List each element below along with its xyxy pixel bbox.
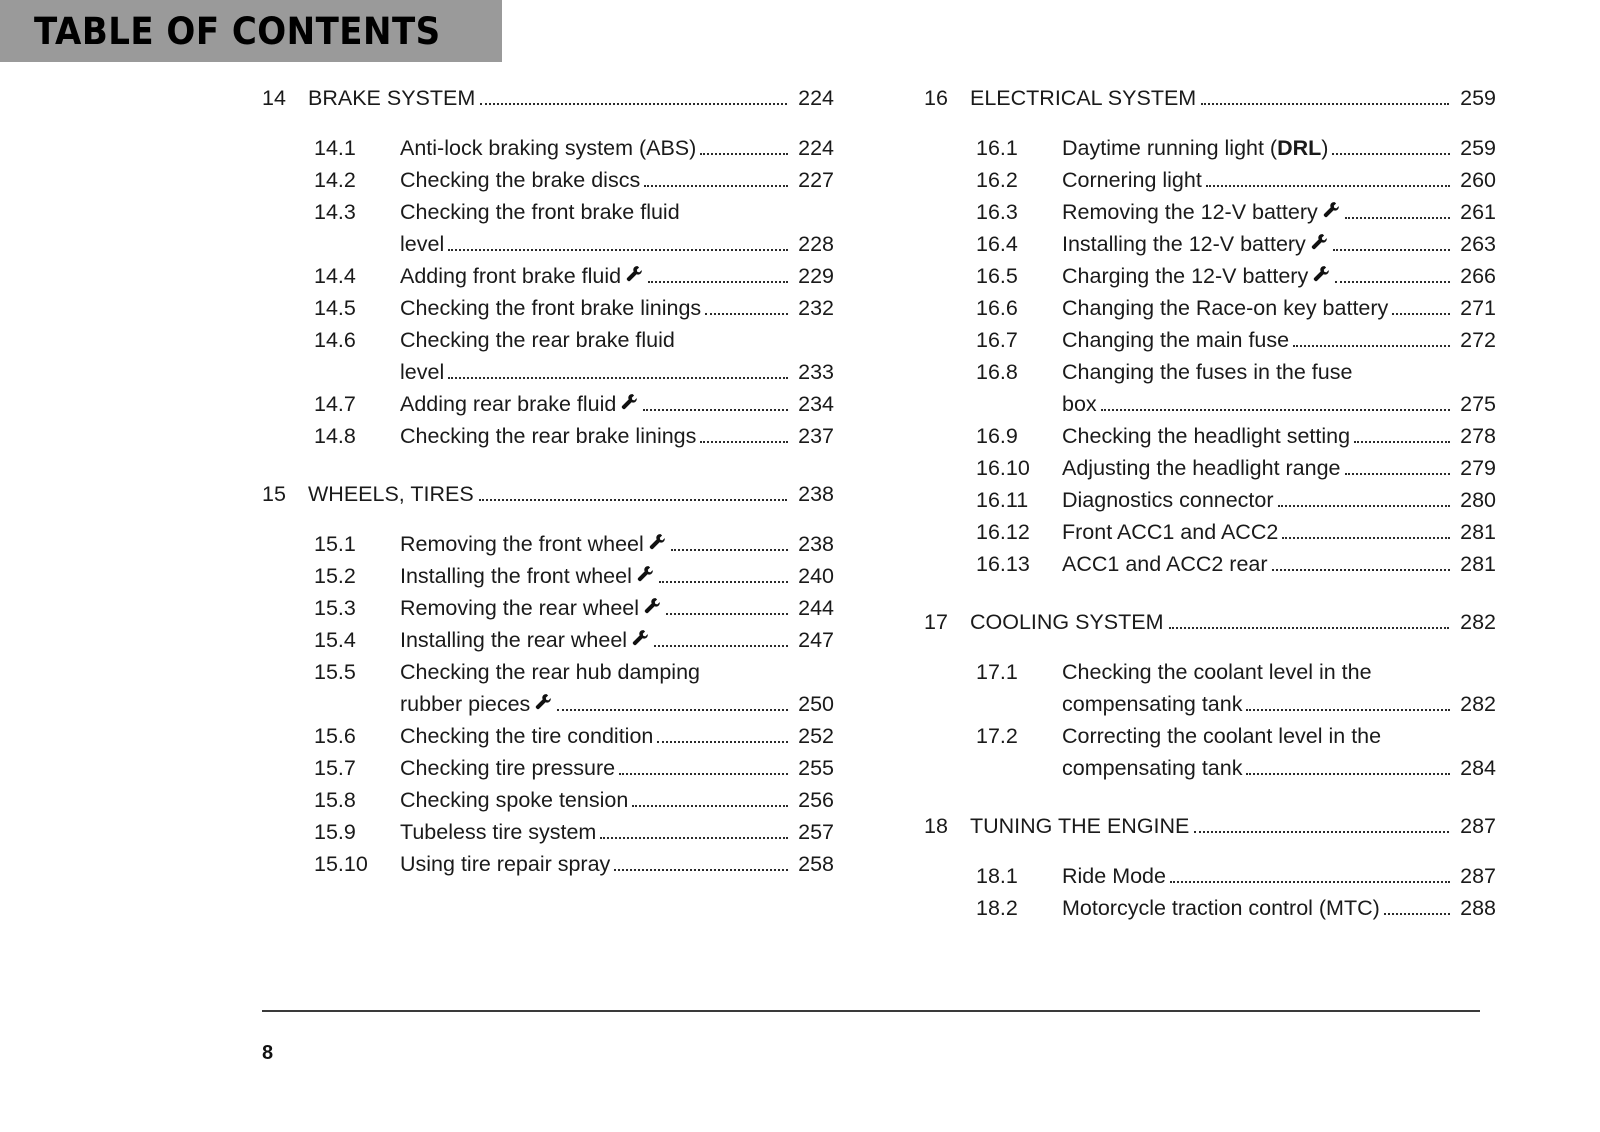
subsection-page-number: 244 bbox=[798, 596, 834, 620]
dot-leader bbox=[1384, 913, 1450, 915]
subsection-number: 16.10 bbox=[976, 456, 1030, 480]
dot-leader bbox=[1333, 249, 1450, 251]
subsection-title: Removing the front wheel bbox=[400, 532, 644, 556]
chapter-number: 16 bbox=[924, 86, 948, 110]
subsection-title: Installing the 12-V battery bbox=[1062, 232, 1306, 256]
page-number: 8 bbox=[262, 1042, 274, 1064]
dot-leader bbox=[644, 185, 788, 187]
chapter-number: 14 bbox=[262, 86, 286, 110]
subsection-title: Checking the coolant level in the bbox=[1062, 660, 1372, 684]
subsection-number: 15.2 bbox=[314, 564, 356, 588]
wrench-icon bbox=[1310, 233, 1328, 251]
subsection-number: 16.13 bbox=[976, 552, 1030, 576]
dot-leader bbox=[1194, 831, 1449, 833]
toc-subsection-continuation[interactable] bbox=[924, 388, 1496, 420]
subsection-label-continued bbox=[400, 688, 792, 720]
subsection-label bbox=[400, 292, 792, 324]
subsection-label bbox=[1062, 292, 1454, 324]
wrench-icon bbox=[1312, 265, 1330, 283]
subsection-label bbox=[1062, 164, 1454, 196]
subsection-number: 14.6 bbox=[314, 328, 356, 352]
subsection-number: 16.4 bbox=[976, 232, 1018, 256]
toc-chapter-entry[interactable] bbox=[262, 478, 834, 510]
subsection-number: 16.11 bbox=[976, 488, 1029, 512]
subsection-page-number: 287 bbox=[1460, 864, 1496, 888]
dot-leader bbox=[1206, 185, 1450, 187]
dot-leader bbox=[671, 549, 788, 551]
subsection-label bbox=[1062, 656, 1496, 688]
subsection-title-continued: level bbox=[400, 360, 445, 384]
subsection-title: Adding rear brake fluid bbox=[400, 392, 617, 416]
subsection-number: 15.9 bbox=[314, 820, 356, 844]
subsection-label bbox=[400, 720, 792, 752]
chapter-label bbox=[970, 810, 1454, 842]
dot-leader bbox=[1101, 409, 1450, 411]
subsection-page-number: 279 bbox=[1460, 456, 1496, 480]
subsection-label bbox=[400, 196, 834, 228]
wrench-icon bbox=[625, 265, 643, 283]
chapter-label bbox=[308, 82, 792, 114]
subsection-title: Checking the headlight setting bbox=[1062, 424, 1351, 448]
subsection-label-continued bbox=[1062, 688, 1454, 720]
subsection-title: Adjusting the headlight range bbox=[1062, 456, 1341, 480]
subsection-label bbox=[1062, 132, 1454, 164]
subsection-title-continued: compensating tank bbox=[1062, 692, 1243, 716]
toc-subsection-entry[interactable] bbox=[262, 132, 834, 164]
subsection-page-number: 271 bbox=[1460, 296, 1496, 320]
subsection-page-number: 278 bbox=[1460, 424, 1496, 448]
dot-leader bbox=[1332, 153, 1450, 155]
toc-columns bbox=[0, 82, 1600, 924]
wrench-icon bbox=[648, 533, 666, 551]
subsection-page-number: 282 bbox=[1460, 692, 1496, 716]
wrench-icon bbox=[631, 629, 649, 647]
subsection-page-number: 255 bbox=[798, 756, 834, 780]
subsection-label bbox=[1062, 356, 1496, 388]
subsection-label bbox=[400, 848, 792, 880]
toc-subsection-entry[interactable] bbox=[924, 132, 1496, 164]
footer-divider bbox=[262, 1010, 1480, 1012]
toc-column-left bbox=[262, 82, 834, 924]
chapter-title: BRAKE SYSTEM bbox=[308, 86, 476, 110]
toc-subsection-entry[interactable] bbox=[262, 816, 834, 848]
toc-subsection-entry[interactable] bbox=[262, 388, 834, 420]
chapter-label bbox=[970, 606, 1454, 638]
dot-leader bbox=[448, 377, 788, 379]
subsection-label bbox=[1062, 720, 1496, 752]
subsection-title-continued: rubber pieces bbox=[400, 692, 531, 716]
subsection-number: 16.12 bbox=[976, 520, 1030, 544]
dot-leader bbox=[700, 153, 788, 155]
chapter-number: 17 bbox=[924, 610, 948, 634]
subsection-number: 14.5 bbox=[314, 296, 356, 320]
dot-leader bbox=[654, 645, 788, 647]
wrench-icon bbox=[636, 565, 654, 583]
subsection-title: Removing the rear wheel bbox=[400, 596, 640, 620]
subsection-page-number: 250 bbox=[798, 692, 834, 716]
subsection-number: 16.9 bbox=[976, 424, 1018, 448]
subsection-title: Checking the front brake fluid bbox=[400, 200, 680, 224]
subsection-number: 16.6 bbox=[976, 296, 1018, 320]
subsection-page-number: 258 bbox=[798, 852, 834, 876]
chapter-page-number: 238 bbox=[798, 482, 834, 506]
subsection-label-continued bbox=[1062, 388, 1454, 420]
chapter-label bbox=[970, 82, 1454, 114]
subsection-number: 16.8 bbox=[976, 360, 1018, 384]
subsection-title: Cornering light bbox=[1062, 168, 1202, 192]
toc-subsection-entry[interactable] bbox=[924, 516, 1496, 548]
subsection-title: Motorcycle traction control (MTC) bbox=[1062, 896, 1380, 920]
chapter-title: WHEELS, TIRES bbox=[308, 482, 474, 506]
subsection-page-number: 261 bbox=[1460, 200, 1496, 224]
subsection-label bbox=[400, 816, 792, 848]
subsection-number: 16.5 bbox=[976, 264, 1018, 288]
subsection-page-number: 263 bbox=[1460, 232, 1496, 256]
subsection-label bbox=[400, 752, 792, 784]
dot-leader bbox=[1170, 881, 1450, 883]
subsection-title: Using tire repair spray bbox=[400, 852, 611, 876]
chapter-page-number: 259 bbox=[1460, 86, 1496, 110]
subsection-title: Tubeless tire system bbox=[400, 820, 597, 844]
toc-column-right bbox=[924, 82, 1496, 924]
subsection-label bbox=[1062, 228, 1454, 260]
toc-subsection-entry[interactable] bbox=[262, 624, 834, 656]
page-title: TABLE OF CONTENTS bbox=[34, 9, 441, 53]
dot-leader bbox=[632, 805, 788, 807]
subsection-page-number: 224 bbox=[798, 136, 834, 160]
subsection-number: 15.8 bbox=[314, 788, 356, 812]
toc-subsection-continuation[interactable] bbox=[262, 356, 834, 388]
dot-leader bbox=[1201, 103, 1449, 105]
subsection-number: 15.1 bbox=[314, 532, 356, 556]
dot-leader bbox=[1345, 217, 1450, 219]
toc-subsection-continuation[interactable] bbox=[262, 228, 834, 260]
subsection-page-number: 256 bbox=[798, 788, 834, 812]
subsection-page-number: 237 bbox=[798, 424, 834, 448]
subsection-label bbox=[400, 784, 792, 816]
subsection-title: Installing the front wheel bbox=[400, 564, 632, 588]
toc-subsection-entry[interactable] bbox=[262, 784, 834, 816]
subsection-number: 16.3 bbox=[976, 200, 1018, 224]
wrench-icon bbox=[620, 393, 638, 411]
dot-leader bbox=[479, 499, 787, 501]
dot-leader bbox=[705, 313, 788, 315]
toc-subsection-entry[interactable] bbox=[262, 324, 834, 356]
dot-leader bbox=[1246, 709, 1450, 711]
subsection-number: 14.3 bbox=[314, 200, 356, 224]
subsection-number: 18.1 bbox=[976, 864, 1018, 888]
toc-subsection-entry[interactable] bbox=[924, 228, 1496, 260]
dot-leader bbox=[659, 581, 788, 583]
subsection-page-number: 233 bbox=[798, 360, 834, 384]
toc-chapter-entry[interactable] bbox=[924, 810, 1496, 842]
toc-subsection-entry[interactable] bbox=[262, 560, 834, 592]
dot-leader bbox=[600, 837, 788, 839]
dot-leader bbox=[1345, 473, 1450, 475]
subsection-number: 14.7 bbox=[314, 392, 356, 416]
subsection-label bbox=[1062, 420, 1454, 452]
subsection-page-number: 240 bbox=[798, 564, 834, 588]
subsection-number: 17.2 bbox=[976, 724, 1018, 748]
subsection-title: Checking the rear brake fluid bbox=[400, 328, 675, 352]
subsection-page-number: 266 bbox=[1460, 264, 1496, 288]
subsection-page-number: 281 bbox=[1460, 552, 1496, 576]
toc-subsection-entry[interactable] bbox=[262, 164, 834, 196]
subsection-title: Correcting the coolant level in the bbox=[1062, 724, 1382, 748]
subsection-number: 15.5 bbox=[314, 660, 356, 684]
toc-chapter-entry[interactable] bbox=[924, 82, 1496, 114]
toc-subsection-entry[interactable] bbox=[924, 656, 1496, 688]
subsection-title: Changing the Race-on key battery bbox=[1062, 296, 1389, 320]
subsection-label bbox=[1062, 860, 1454, 892]
dot-leader bbox=[666, 613, 788, 615]
subsection-page-number: 228 bbox=[798, 232, 834, 256]
dot-leader bbox=[657, 741, 788, 743]
subsection-title: Removing the 12-V battery bbox=[1062, 200, 1318, 224]
toc-chapter-entry[interactable] bbox=[262, 82, 834, 114]
toc-subsection-entry[interactable] bbox=[924, 420, 1496, 452]
toc-subsection-entry[interactable] bbox=[924, 196, 1496, 228]
subsection-title: Checking the rear hub damping bbox=[400, 660, 700, 684]
dot-leader bbox=[619, 773, 788, 775]
chapter-page-number: 287 bbox=[1460, 814, 1496, 838]
subsection-page-number: 238 bbox=[798, 532, 834, 556]
toc-subsection-entry[interactable] bbox=[924, 548, 1496, 580]
toc-subsection-entry[interactable] bbox=[262, 196, 834, 228]
toc-subsection-entry[interactable] bbox=[262, 720, 834, 752]
subsection-title: Charging the 12-V battery bbox=[1062, 264, 1309, 288]
subsection-title-continued: level bbox=[400, 232, 445, 256]
subsection-number: 17.1 bbox=[976, 660, 1018, 684]
subsection-number: 16.7 bbox=[976, 328, 1018, 352]
subsection-label bbox=[400, 132, 792, 164]
subsection-label bbox=[400, 164, 792, 196]
subsection-label bbox=[1062, 452, 1454, 484]
dot-leader bbox=[648, 281, 788, 283]
subsection-label bbox=[400, 624, 792, 656]
subsection-label-continued bbox=[400, 228, 792, 260]
subsection-page-number: 260 bbox=[1460, 168, 1496, 192]
toc-subsection-entry[interactable] bbox=[924, 860, 1496, 892]
subsection-label bbox=[1062, 892, 1454, 924]
subsection-label bbox=[400, 388, 792, 420]
subsection-page-number: 281 bbox=[1460, 520, 1496, 544]
subsection-page-number: 259 bbox=[1460, 136, 1496, 160]
dot-leader bbox=[614, 869, 788, 871]
subsection-title: Checking the front brake linings bbox=[400, 296, 702, 320]
subsection-label bbox=[400, 592, 792, 624]
subsection-title: Installing the rear wheel bbox=[400, 628, 628, 652]
subsection-label bbox=[400, 324, 834, 356]
toc-subsection-entry[interactable] bbox=[924, 484, 1496, 516]
toc-header-banner bbox=[0, 0, 502, 62]
chapter-number: 15 bbox=[262, 482, 286, 506]
subsection-title: Checking spoke tension bbox=[400, 788, 629, 812]
subsection-title: Diagnostics connector bbox=[1062, 488, 1274, 512]
toc-subsection-entry[interactable] bbox=[262, 292, 834, 324]
subsection-number: 14.2 bbox=[314, 168, 356, 192]
wrench-icon bbox=[643, 597, 661, 615]
subsection-number: 15.4 bbox=[314, 628, 356, 652]
toc-subsection-continuation[interactable] bbox=[924, 688, 1496, 720]
subsection-label bbox=[1062, 516, 1454, 548]
chapter-page-number: 282 bbox=[1460, 610, 1496, 634]
subsection-title-continued: box bbox=[1062, 392, 1097, 416]
toc-subsection-entry[interactable] bbox=[924, 164, 1496, 196]
subsection-title: Ride Mode bbox=[1062, 864, 1166, 888]
subsection-label bbox=[1062, 196, 1454, 228]
subsection-label bbox=[400, 528, 792, 560]
subsection-title: Checking the tire condition bbox=[400, 724, 654, 748]
subsection-title: Checking the brake discs bbox=[400, 168, 641, 192]
dot-leader bbox=[1293, 345, 1450, 347]
dot-leader bbox=[1354, 441, 1450, 443]
subsection-page-number: 232 bbox=[798, 296, 834, 320]
subsection-title: Anti-lock braking system (ABS) bbox=[400, 136, 697, 160]
toc-subsection-entry[interactable] bbox=[924, 292, 1496, 324]
toc-subsection-continuation[interactable] bbox=[262, 688, 834, 720]
subsection-title-continued: compensating tank bbox=[1062, 756, 1243, 780]
subsection-page-number: 234 bbox=[798, 392, 834, 416]
chapter-page-number: 224 bbox=[798, 86, 834, 110]
toc-subsection-entry[interactable] bbox=[262, 592, 834, 624]
subsection-label bbox=[400, 656, 834, 688]
toc-subsection-entry[interactable] bbox=[262, 260, 834, 292]
subsection-label-continued bbox=[1062, 752, 1454, 784]
subsection-page-number: 229 bbox=[798, 264, 834, 288]
subsection-page-number: 272 bbox=[1460, 328, 1496, 352]
subsection-number: 15.3 bbox=[314, 596, 356, 620]
dot-leader bbox=[480, 103, 787, 105]
toc-subsection-continuation[interactable] bbox=[924, 752, 1496, 784]
subsection-title: Changing the main fuse bbox=[1062, 328, 1290, 352]
wrench-icon bbox=[1322, 201, 1340, 219]
dot-leader bbox=[1272, 569, 1450, 571]
subsection-title: Checking the rear brake linings bbox=[400, 424, 697, 448]
toc-subsection-entry[interactable] bbox=[924, 324, 1496, 356]
subsection-label bbox=[400, 420, 792, 452]
subsection-title: Changing the fuses in the fuse bbox=[1062, 360, 1353, 384]
subsection-title: ACC1 and ACC2 rear bbox=[1062, 552, 1268, 576]
dot-leader bbox=[557, 709, 788, 711]
subsection-page-number: 280 bbox=[1460, 488, 1496, 512]
subsection-title: Front ACC1 and ACC2 bbox=[1062, 520, 1279, 544]
toc-subsection-entry[interactable] bbox=[262, 420, 834, 452]
subsection-number: 15.7 bbox=[314, 756, 356, 780]
subsection-page-number: 247 bbox=[798, 628, 834, 652]
dot-leader bbox=[448, 249, 788, 251]
toc-subsection-entry[interactable] bbox=[262, 848, 834, 880]
subsection-number: 15.10 bbox=[314, 852, 368, 876]
dot-leader bbox=[1246, 773, 1450, 775]
toc-subsection-entry[interactable] bbox=[924, 452, 1496, 484]
subsection-label bbox=[1062, 548, 1454, 580]
subsection-number: 18.2 bbox=[976, 896, 1018, 920]
subsection-number: 16.1 bbox=[976, 136, 1018, 160]
subsection-title: Checking tire pressure bbox=[400, 756, 616, 780]
subsection-number: 15.6 bbox=[314, 724, 356, 748]
subsection-number: 14.4 bbox=[314, 264, 356, 288]
dot-leader bbox=[643, 409, 788, 411]
subsection-label bbox=[400, 260, 792, 292]
dot-leader bbox=[700, 441, 788, 443]
toc-subsection-entry[interactable] bbox=[924, 720, 1496, 752]
toc-chapter-entry[interactable] bbox=[924, 606, 1496, 638]
subsection-page-number: 284 bbox=[1460, 756, 1496, 780]
dot-leader bbox=[1169, 627, 1449, 629]
subsection-number: 14.1 bbox=[314, 136, 356, 160]
subsection-page-number: 257 bbox=[798, 820, 834, 844]
chapter-title: ELECTRICAL SYSTEM bbox=[970, 86, 1197, 110]
subsection-title: Adding front brake fluid bbox=[400, 264, 622, 288]
subsection-label bbox=[1062, 484, 1454, 516]
subsection-title: Daytime running light (DRL) bbox=[1062, 136, 1329, 160]
subsection-label bbox=[1062, 324, 1454, 356]
dot-leader bbox=[1278, 505, 1450, 507]
toc-subsection-entry[interactable] bbox=[262, 656, 834, 688]
toc-subsection-entry[interactable] bbox=[262, 752, 834, 784]
toc-subsection-entry[interactable] bbox=[924, 356, 1496, 388]
subsection-page-number: 275 bbox=[1460, 392, 1496, 416]
toc-subsection-entry[interactable] bbox=[924, 260, 1496, 292]
subsection-label bbox=[1062, 260, 1454, 292]
subsection-page-number: 227 bbox=[798, 168, 834, 192]
subsection-page-number: 252 bbox=[798, 724, 834, 748]
dot-leader bbox=[1392, 313, 1450, 315]
subsection-label-continued bbox=[400, 356, 792, 388]
toc-subsection-entry[interactable] bbox=[262, 528, 834, 560]
toc-subsection-entry[interactable] bbox=[924, 892, 1496, 924]
chapter-title: TUNING THE ENGINE bbox=[970, 814, 1190, 838]
dot-leader bbox=[1335, 281, 1450, 283]
subsection-number: 16.2 bbox=[976, 168, 1018, 192]
wrench-icon bbox=[534, 693, 552, 711]
chapter-label bbox=[308, 478, 792, 510]
subsection-label bbox=[400, 560, 792, 592]
chapter-title: COOLING SYSTEM bbox=[970, 610, 1164, 634]
dot-leader bbox=[1282, 537, 1450, 539]
chapter-number: 18 bbox=[924, 814, 948, 838]
subsection-page-number: 288 bbox=[1460, 896, 1496, 920]
subsection-number: 14.8 bbox=[314, 424, 356, 448]
